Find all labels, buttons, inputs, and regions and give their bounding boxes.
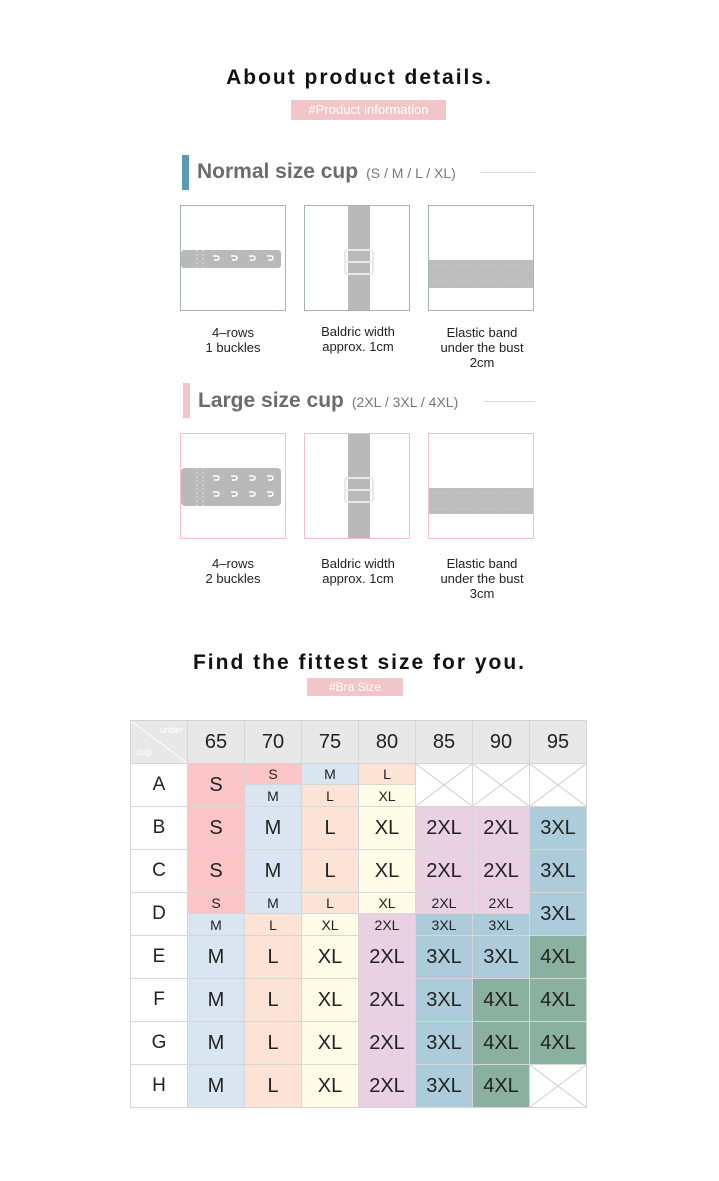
normal-band-caption: Elastic band under the bust 2cm bbox=[440, 325, 524, 370]
size-cell: 3XL bbox=[416, 936, 473, 979]
size-cell: M bbox=[188, 979, 245, 1022]
size-cell: S bbox=[188, 807, 245, 850]
product-info-tag: #Product information bbox=[291, 100, 446, 120]
size-cell: 2XL bbox=[416, 850, 473, 893]
size-cell: 4XL bbox=[473, 1065, 530, 1108]
row-header-G: G bbox=[131, 1022, 188, 1065]
size-cell: 2XL bbox=[359, 936, 416, 979]
size-cell-lower: L bbox=[302, 785, 359, 807]
size-cell: 4XL bbox=[530, 979, 587, 1022]
size-cell-upper: M bbox=[302, 764, 359, 785]
size-cell-upper: XL bbox=[359, 893, 416, 914]
size-cell: 4XL bbox=[473, 979, 530, 1022]
size-cell: 3XL bbox=[530, 850, 587, 893]
empty-cell bbox=[416, 764, 473, 807]
size-cell: XL bbox=[302, 1065, 359, 1108]
size-cell: 4XL bbox=[530, 936, 587, 979]
column-header-75: 75 bbox=[302, 721, 359, 764]
table-corner bbox=[131, 721, 188, 764]
size-cell-upper: 2XL bbox=[473, 893, 530, 914]
strap-image bbox=[304, 433, 410, 539]
size-cell-upper: S bbox=[245, 764, 302, 785]
size-cell: L bbox=[302, 807, 359, 850]
size-cell: 3XL bbox=[530, 807, 587, 850]
size-cell-lower: L bbox=[245, 914, 302, 936]
row-header-F: F bbox=[131, 979, 188, 1022]
divider bbox=[481, 172, 535, 173]
size-cell: 3XL bbox=[473, 936, 530, 979]
size-cell: 4XL bbox=[530, 1022, 587, 1065]
normal-strap-caption: Baldric width approx. 1cm bbox=[321, 324, 395, 354]
empty-cell bbox=[530, 1065, 587, 1108]
large-hook-caption: 4–rows 2 buckles bbox=[205, 556, 261, 586]
size-cell-lower: 3XL bbox=[473, 914, 530, 936]
normal-section-sizes: (S / M / L / XL) bbox=[366, 165, 456, 181]
column-header-65: 65 bbox=[188, 721, 245, 764]
large-section-accent bbox=[183, 383, 190, 418]
size-cell-lower: XL bbox=[359, 785, 416, 807]
hook-1row-image bbox=[180, 205, 286, 311]
size-cell: 2XL bbox=[416, 807, 473, 850]
large-section-sizes: (2XL / 3XL / 4XL) bbox=[351, 394, 459, 410]
row-header-A: A bbox=[131, 764, 188, 807]
size-cell: 2XL bbox=[359, 1065, 416, 1108]
size-cell: 3XL bbox=[416, 1065, 473, 1108]
elastic-band-image bbox=[428, 433, 534, 539]
column-header-90: 90 bbox=[473, 721, 530, 764]
size-cell: 3XL bbox=[530, 893, 587, 936]
row-header-H: H bbox=[131, 1065, 188, 1108]
size-cell: 2XL bbox=[473, 850, 530, 893]
divider bbox=[483, 401, 535, 402]
fit-title: Find the fittest size for you. bbox=[192, 651, 526, 674]
empty-cell bbox=[473, 764, 530, 807]
size-cell-upper: M bbox=[245, 893, 302, 914]
size-cell-upper: L bbox=[359, 764, 416, 785]
size-cell: 4XL bbox=[473, 1022, 530, 1065]
size-cell: 3XL bbox=[416, 1022, 473, 1065]
size-cell: L bbox=[245, 1022, 302, 1065]
size-cell: L bbox=[245, 1065, 302, 1108]
hook-2row-image bbox=[180, 433, 286, 539]
size-cell-lower: 2XL bbox=[359, 914, 416, 936]
size-cell: S bbox=[188, 850, 245, 893]
size-cell: 2XL bbox=[359, 979, 416, 1022]
strap-image bbox=[304, 205, 410, 311]
empty-cell bbox=[530, 764, 587, 807]
size-cell-lower: M bbox=[188, 914, 245, 936]
normal-section-accent bbox=[182, 155, 189, 190]
elastic-band-image bbox=[428, 205, 534, 311]
column-header-85: 85 bbox=[416, 721, 473, 764]
size-cell-upper: 2XL bbox=[416, 893, 473, 914]
normal-hook-caption: 4–rows 1 buckles bbox=[205, 325, 261, 355]
size-table bbox=[130, 720, 587, 1109]
size-cell: L bbox=[302, 850, 359, 893]
size-cell-lower: 3XL bbox=[416, 914, 473, 936]
column-header-95: 95 bbox=[530, 721, 587, 764]
column-header-70: 70 bbox=[245, 721, 302, 764]
bra-size-tag: #Bra Size bbox=[307, 678, 403, 696]
large-section-heading bbox=[198, 389, 458, 413]
row-header-B: B bbox=[131, 807, 188, 850]
size-cell: M bbox=[188, 1065, 245, 1108]
size-cell: L bbox=[245, 979, 302, 1022]
normal-section-title: Normal size cup bbox=[197, 160, 359, 183]
size-cell: XL bbox=[302, 936, 359, 979]
size-cell: XL bbox=[359, 807, 416, 850]
size-cell: L bbox=[245, 936, 302, 979]
normal-section-heading bbox=[197, 160, 456, 184]
size-cell-lower: M bbox=[245, 785, 302, 807]
size-cell: XL bbox=[302, 1022, 359, 1065]
page-title: About product details. bbox=[226, 66, 493, 89]
size-cell: M bbox=[188, 936, 245, 979]
column-header-80: 80 bbox=[359, 721, 416, 764]
size-cell: S bbox=[188, 764, 245, 807]
size-cell: XL bbox=[302, 979, 359, 1022]
size-cell: 2XL bbox=[359, 1022, 416, 1065]
size-cell: M bbox=[245, 807, 302, 850]
large-band-caption: Elastic band under the bust 3cm bbox=[440, 556, 524, 601]
large-section-title: Large size cup bbox=[198, 389, 344, 412]
size-cell-lower: XL bbox=[302, 914, 359, 936]
size-cell-upper: L bbox=[302, 893, 359, 914]
size-cell: XL bbox=[359, 850, 416, 893]
size-cell-upper: S bbox=[188, 893, 245, 914]
size-cell: M bbox=[188, 1022, 245, 1065]
size-cell: M bbox=[245, 850, 302, 893]
large-strap-caption: Baldric width approx. 1cm bbox=[321, 556, 395, 586]
row-header-E: E bbox=[131, 936, 188, 979]
corner-under-label: under bbox=[159, 725, 183, 735]
size-cell: 3XL bbox=[416, 979, 473, 1022]
corner-cup-label: cup bbox=[137, 747, 152, 757]
size-cell: 2XL bbox=[473, 807, 530, 850]
row-header-C: C bbox=[131, 850, 188, 893]
row-header-D: D bbox=[131, 893, 188, 936]
